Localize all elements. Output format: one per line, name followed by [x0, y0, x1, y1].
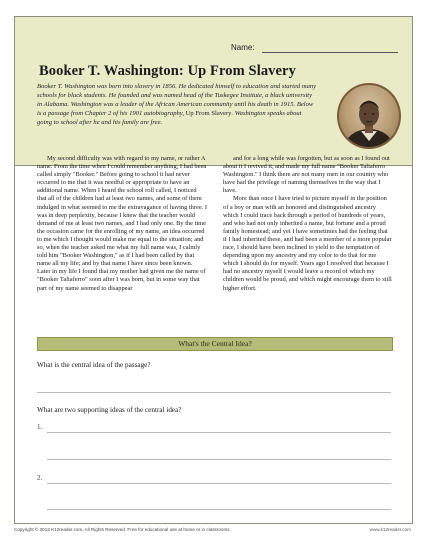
answer-line[interactable] — [47, 459, 391, 460]
worksheet-page — [14, 16, 413, 524]
intro-part-2: . Washington speaks about going to school after he and his family are free. — [37, 109, 302, 126]
answer-line[interactable] — [47, 483, 391, 484]
footer-site-link[interactable]: www.k12reader.com — [369, 527, 411, 532]
answer-number-1: 1. — [37, 423, 43, 431]
answer-number-2: 2. — [37, 474, 43, 482]
passage-paragraph: and for a long while was forgotten, but as soon as I found out about it I revived it, and made my full name "Booker Taliaferro Washington." I think there are not many men in our country who have had the privilege of naming themselves in the way that I have. — [223, 155, 390, 195]
intro-part-1: Booker T. Washington was born into slavery in 1856. He dedicated himself to education and started many schools for black students. He founded and was named head of the Tuskegee Institute, a black university in Alabama. Washington was a leader of the African American community until his death in 1915. Below is a passage from Chapter 2 of his 1901 autobiography, — [37, 83, 317, 117]
portrait-icon — [339, 85, 399, 147]
name-row — [231, 43, 399, 55]
section-title: What's the Central Idea? — [178, 339, 252, 348]
name-label: Name: — [231, 43, 255, 52]
question-1: What is the central idea of the passage? — [37, 361, 151, 369]
question-2: What are two supporting ideas of the central idea? — [37, 406, 182, 414]
section-bar-central-idea — [37, 337, 393, 351]
answer-line[interactable] — [47, 509, 391, 510]
name-line[interactable] — [262, 52, 398, 53]
footer-copyright: Copyright © 2013 K12reader.com. All Rights Reserved. Free for educational use at home or in classrooms. — [14, 527, 231, 532]
intro-text — [37, 83, 317, 128]
page-title: Booker T. Washington: Up From Slavery — [39, 63, 296, 79]
portrait-frame — [337, 83, 401, 149]
answer-line[interactable] — [47, 432, 391, 433]
passage-right-column — [223, 155, 393, 293]
intro-book-title: Up From Slavery — [185, 109, 232, 117]
passage-paragraph: More than once I have tried to picture myself in the position of a boy or man with an honored and distinguished ancestry which I could trace back through a period of hundreds of years, and who had not only inherited a name, but fortune and a proud family homestead; and yet I have sometimes had the feeling that if I had inherited these, and had been a member of a more popular race, I should have been inclined to yield to the temptation of depending upon my ancestry and my color to do that for me which I should do for myself. Years ago I resolved that because I had no ancestry myself I would leave a record of which my children would be proud, and which might encourage them to still higher effort. — [223, 195, 392, 292]
passage-left-column — [37, 155, 207, 293]
passage-paragraph: My second difficulty was with regard to my name, or rather A name. From the time when I could remember anything, I had been called simply "Booker." Before going to school it had never occurred to me that it was needful or appropriate to have an additional name. When I heard the school roll called, I noticed that all of the children had at least two names, and some of them indulged in what seemed to me the extravagance of having three. I was in deep perplexity, because I knew that the teacher would demand of me at least two names, and I had only one. By the time the occasion came for the enrolling of my name, an idea occurred to me which I thought would make me equal to the situation; and so, when the teacher asked me what my full name was, I calmly told him "Booker Washington," as if I had been called by that name all my life; and by that name I have since been known. Later in my life I found that my mother had given me the name of "Booker Taliaferro" soon after I was born, but in some way that part of my name seemed to disappear — [37, 155, 207, 292]
header-band — [15, 17, 412, 166]
answer-line[interactable] — [37, 392, 391, 393]
portrait-photo — [337, 83, 401, 149]
